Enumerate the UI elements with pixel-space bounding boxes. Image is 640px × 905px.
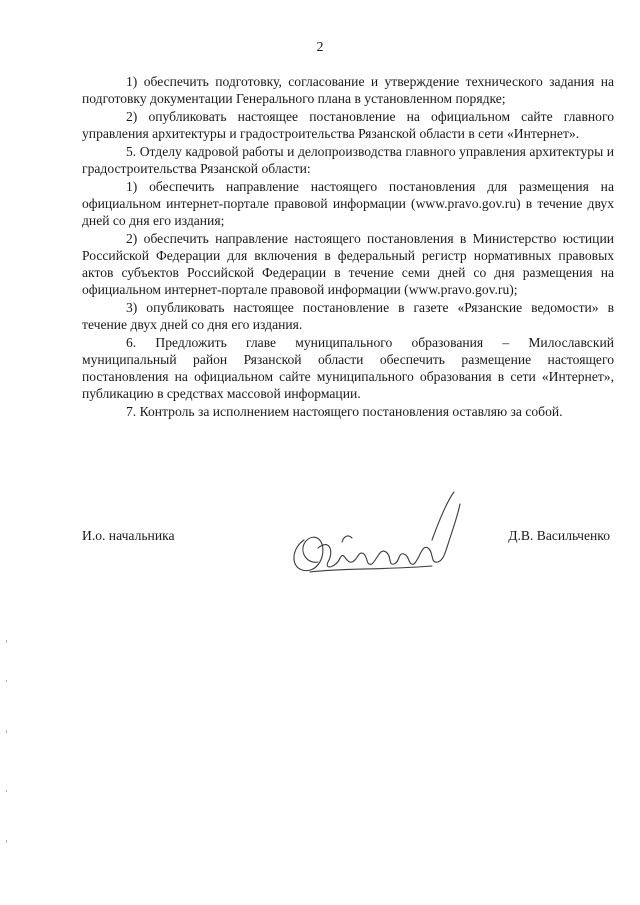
paragraph-item-5-2: 2) обеспечить направление настоящего постановления в Министерство юстиции Российской Федерации для включения в федеральный регистр нормативных правовых актов субъектов Российской Федерации в течение семи дней со дня размещения на официальном интернет-портале правовой информации (www.pravo.gov.ru);	[82, 231, 614, 297]
page-number: 2	[316, 40, 324, 55]
paragraph-item-2: 2) опубликовать настоящее постановление на официальном сайте главного управления архитектуры и градостроительства Рязанской области в сети «Интернет».	[82, 109, 614, 141]
paragraph-item-5-3: 3) опубликовать настоящее постановление в газете «Рязанские ведомости» в течение двух дней со дня его издания.	[82, 300, 614, 332]
document-body	[82, 73, 614, 421]
position-label: И.о. начальника	[82, 528, 175, 543]
paragraph-item-1: 1) обеспечить подготовку, согласование и утверждение технического задания на подготовку документации Генерального плана в установленном порядке;	[82, 74, 614, 106]
signature-block	[82, 528, 614, 568]
signer-name: Д.В. Васильченко	[508, 528, 610, 543]
handwritten-signature	[282, 478, 472, 598]
paragraph-item-5-1: 1) обеспечить направление настоящего постановления для размещения на официальном интернет-портале правовой информации (www.pravo.gov.ru) в течение двух дней со дня его издания;	[82, 179, 614, 228]
paragraph-section-5: 5. Отделу кадровой работы и делопроизводства главного управления архитектуры и градостроительства Рязанской области:	[82, 144, 614, 176]
paragraph-section-7: 7. Контроль за исполнением настоящего постановления оставляю за собой.	[126, 404, 563, 419]
paragraph-section-6: 6. Предложить главе муниципального образования – Милославский муниципальный район Рязанской области обеспечить размещение настоящего постановления на официальном сайте муниципального образования в сети «Интернет», публикацию в средствах массовой информации.	[82, 335, 614, 401]
scan-margin-marks	[6, 640, 8, 880]
